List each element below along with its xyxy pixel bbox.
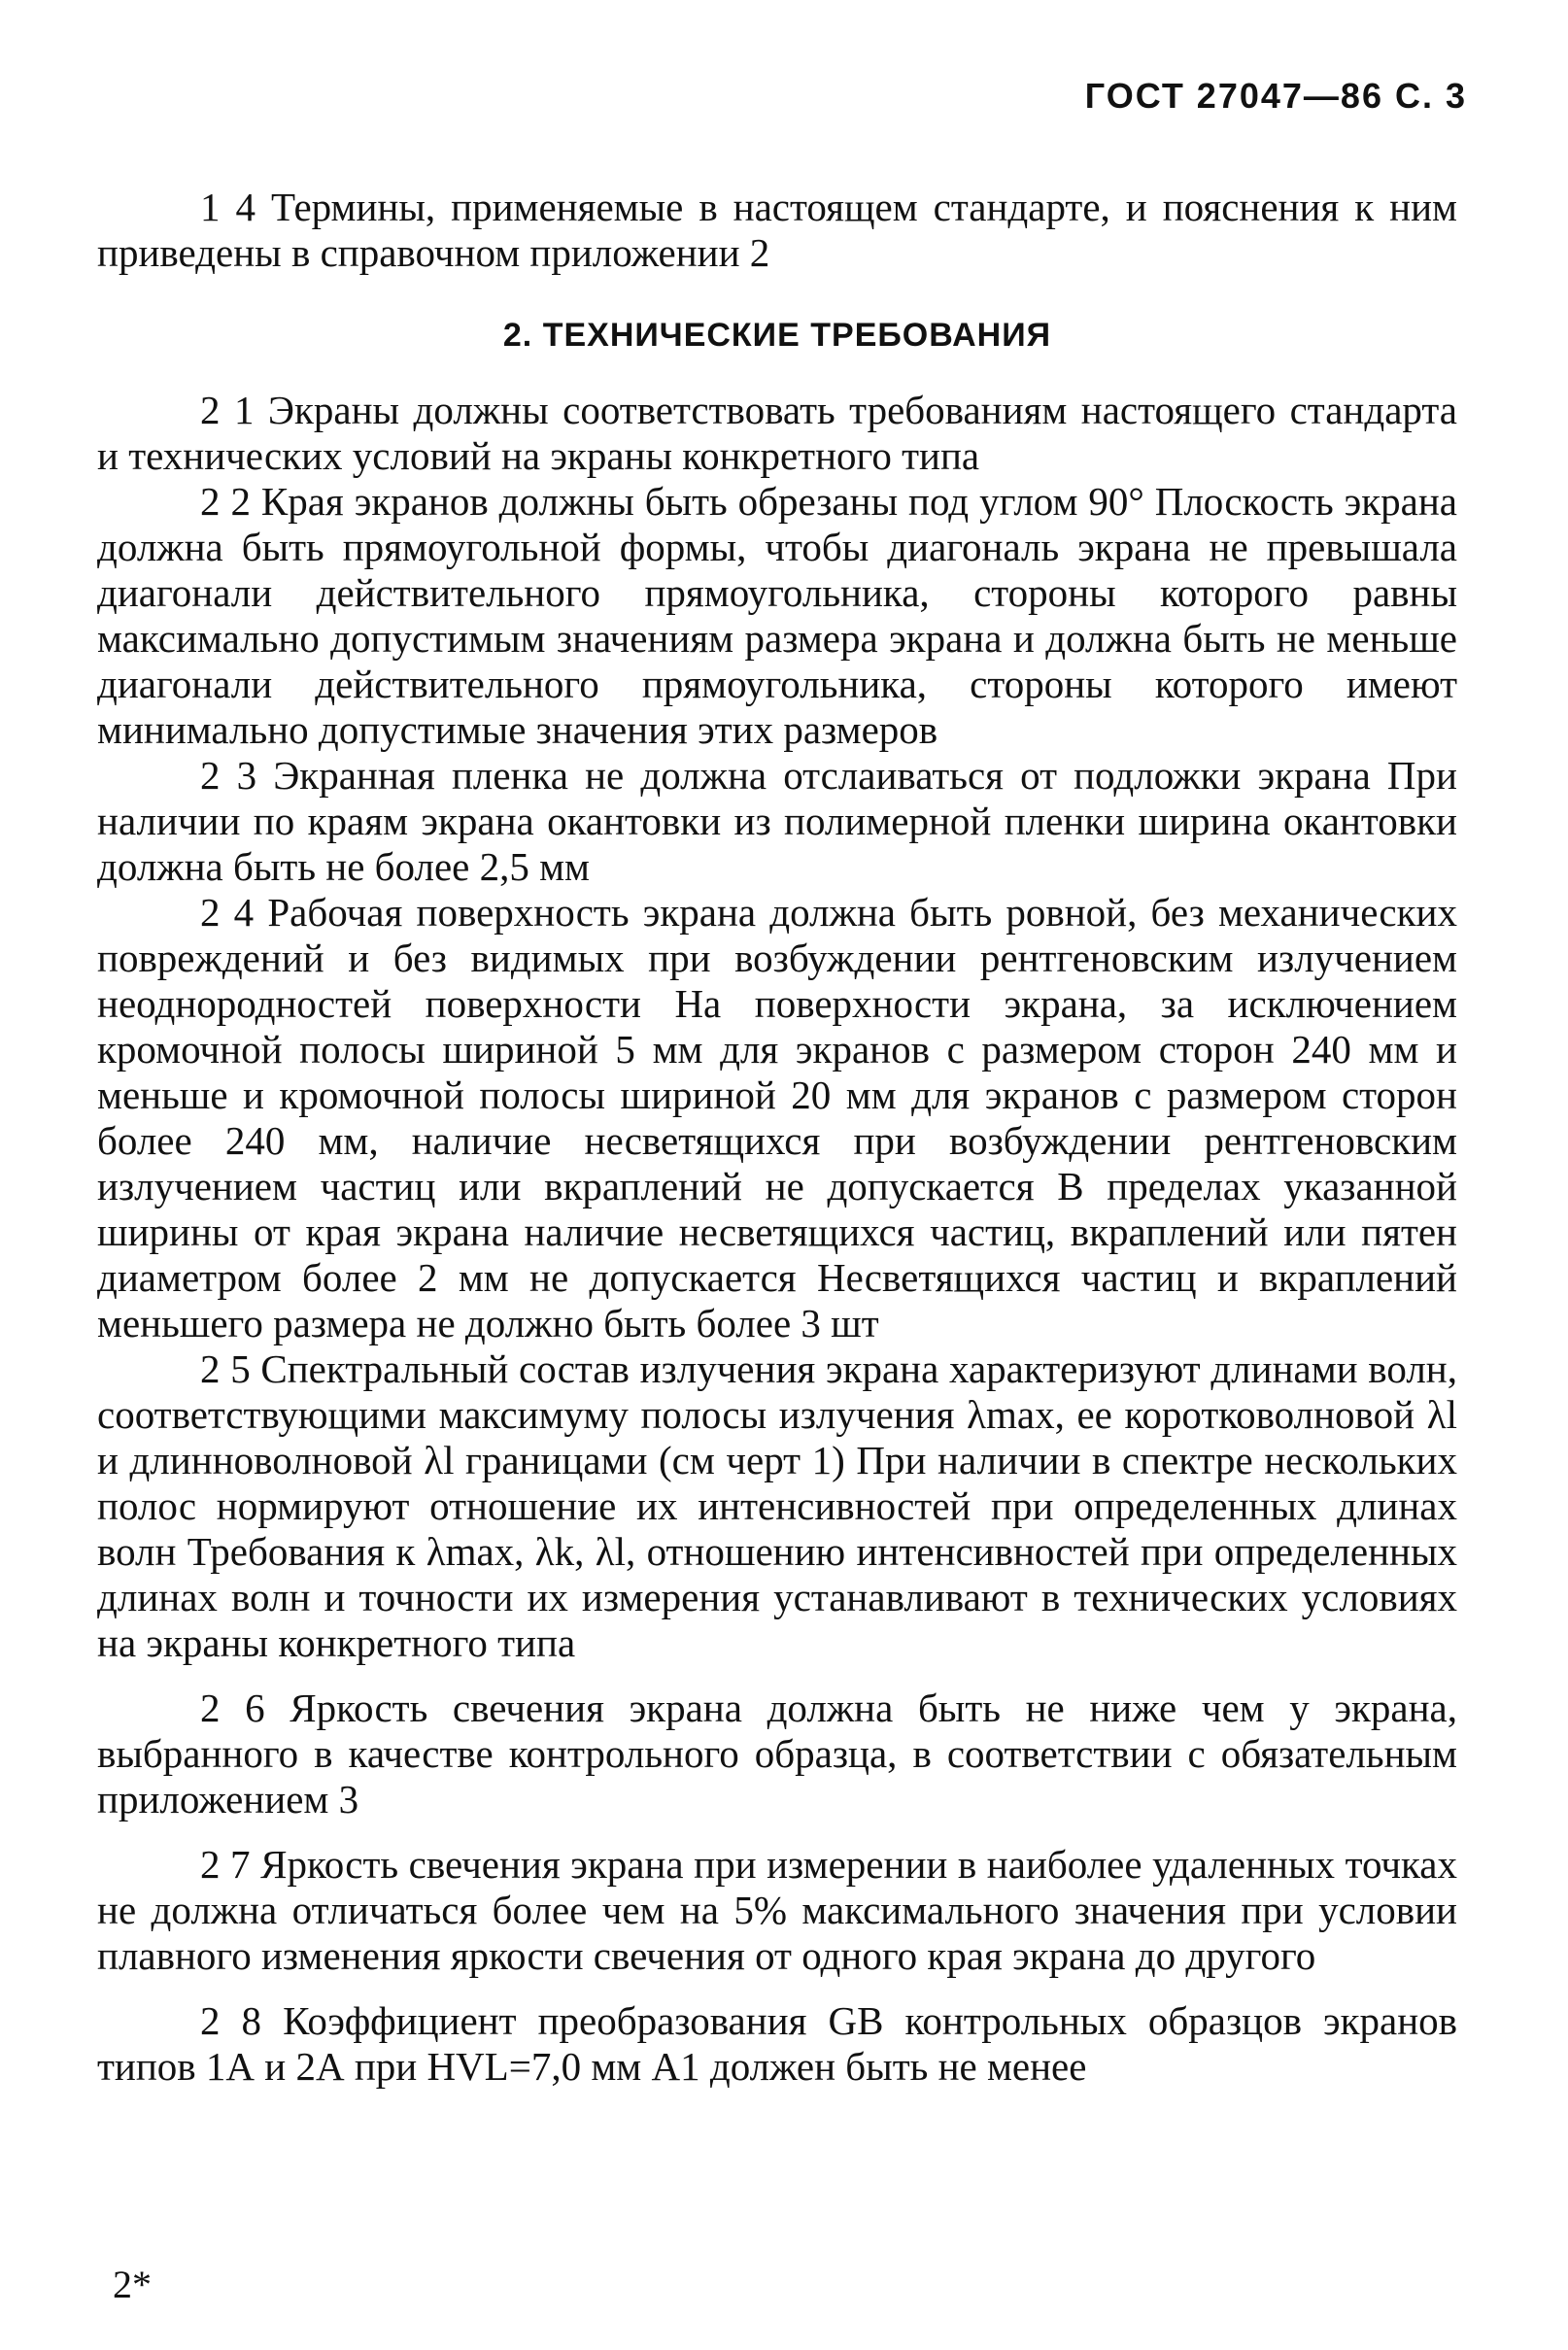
paragraph-2-7: 2 7 Яркость свечения экрана при измерении в наиболее удаленных точках не должна отличаться более чем на 5% максимального значения при условии плавного изменения яркости свечения от одного края экрана до другого (97, 1842, 1457, 1978)
paragraph-2-3: 2 3 Экранная пленка не должна отслаиваться от подложки экрана При наличии по краям экрана окантовки из полимерной пленки ширина окантовки должна быть не более 2,5 мм (97, 753, 1457, 889)
signature-mark: 2* (113, 2263, 152, 2306)
paragraph-2-4: 2 4 Рабочая поверхность экрана должна быть ровной, без механических повреждений и без видимых при возбуждении рентгеновским излучением неоднородностей поверхности На поверхности экрана, за исключением кромочной полосы шириной 5 мм для экранов с размером сторон 240 мм и меньше и кромочной полосы шириной 20 мм для экранов с размером сторон более 240 мм, наличие несветящихся при возбуждении рентгеновским излучением частиц или вкраплений не допускается В пределах указанной ширины от края экрана наличие несветящихся частиц, вкраплений или пятен диаметром более 2 мм не допускается Несветящихся частиц и вкраплений меньшего размера не должно быть более 3 шт (97, 890, 1457, 1345)
body-text (97, 185, 1457, 2090)
paragraph-2-1: 2 1 Экраны должны соответствовать требованиям настоящего стандарта и технических условий на экраны конкретного типа (97, 388, 1457, 478)
paragraph-2-5: 2 5 Спектральный состав излучения экрана характеризуют длинами волн, соответствующими максимуму полосы излучения λmax, ее коротковолновой λl и длинноволновой λl границами (см черт 1) При наличии в спектре нескольких полос нормируют отношение их интенсивностей при определенных длинах волн Требования к λmax, λk, λl, отношению интенсивностей при определенных длинах волн и точности их измерения устанавливают в технических условиях на экраны конкретного типа (97, 1346, 1457, 1665)
paragraph-2-2: 2 2 Края экранов должны быть обрезаны под углом 90° Плоскость экрана должна быть прямоугольной формы, чтобы диагональ экрана не превышала диагонали действительного прямоугольника, стороны которого равны максимально допустимым значениям размера экрана и должна быть не меньше диагонали действительного прямоугольника, стороны которого имеют минимально допустимые значения этих размеров (97, 479, 1457, 752)
paragraph-2-8: 2 8 Коэффициент преобразования GB контрольных образцов экранов типов 1А и 2А при HVL=7,0 мм А1 должен быть не менее (97, 1998, 1457, 2089)
paragraph-1-4: 1 4 Термины, применяемые в настоящем стандарте, и пояснения к ним приведены в справочном приложении 2 (97, 185, 1457, 275)
section-heading: 2. ТЕХНИЧЕСКИЕ ТРЕБОВАНИЯ (502, 317, 1052, 354)
running-header: ГОСТ 27047—86 С. 3 (1084, 76, 1467, 116)
paragraph-2-6: 2 6 Яркость свечения экрана должна быть не ниже чем у экрана, выбранного в качестве контрольного образца, в соответствии с обязательным приложением 3 (97, 1686, 1457, 1822)
